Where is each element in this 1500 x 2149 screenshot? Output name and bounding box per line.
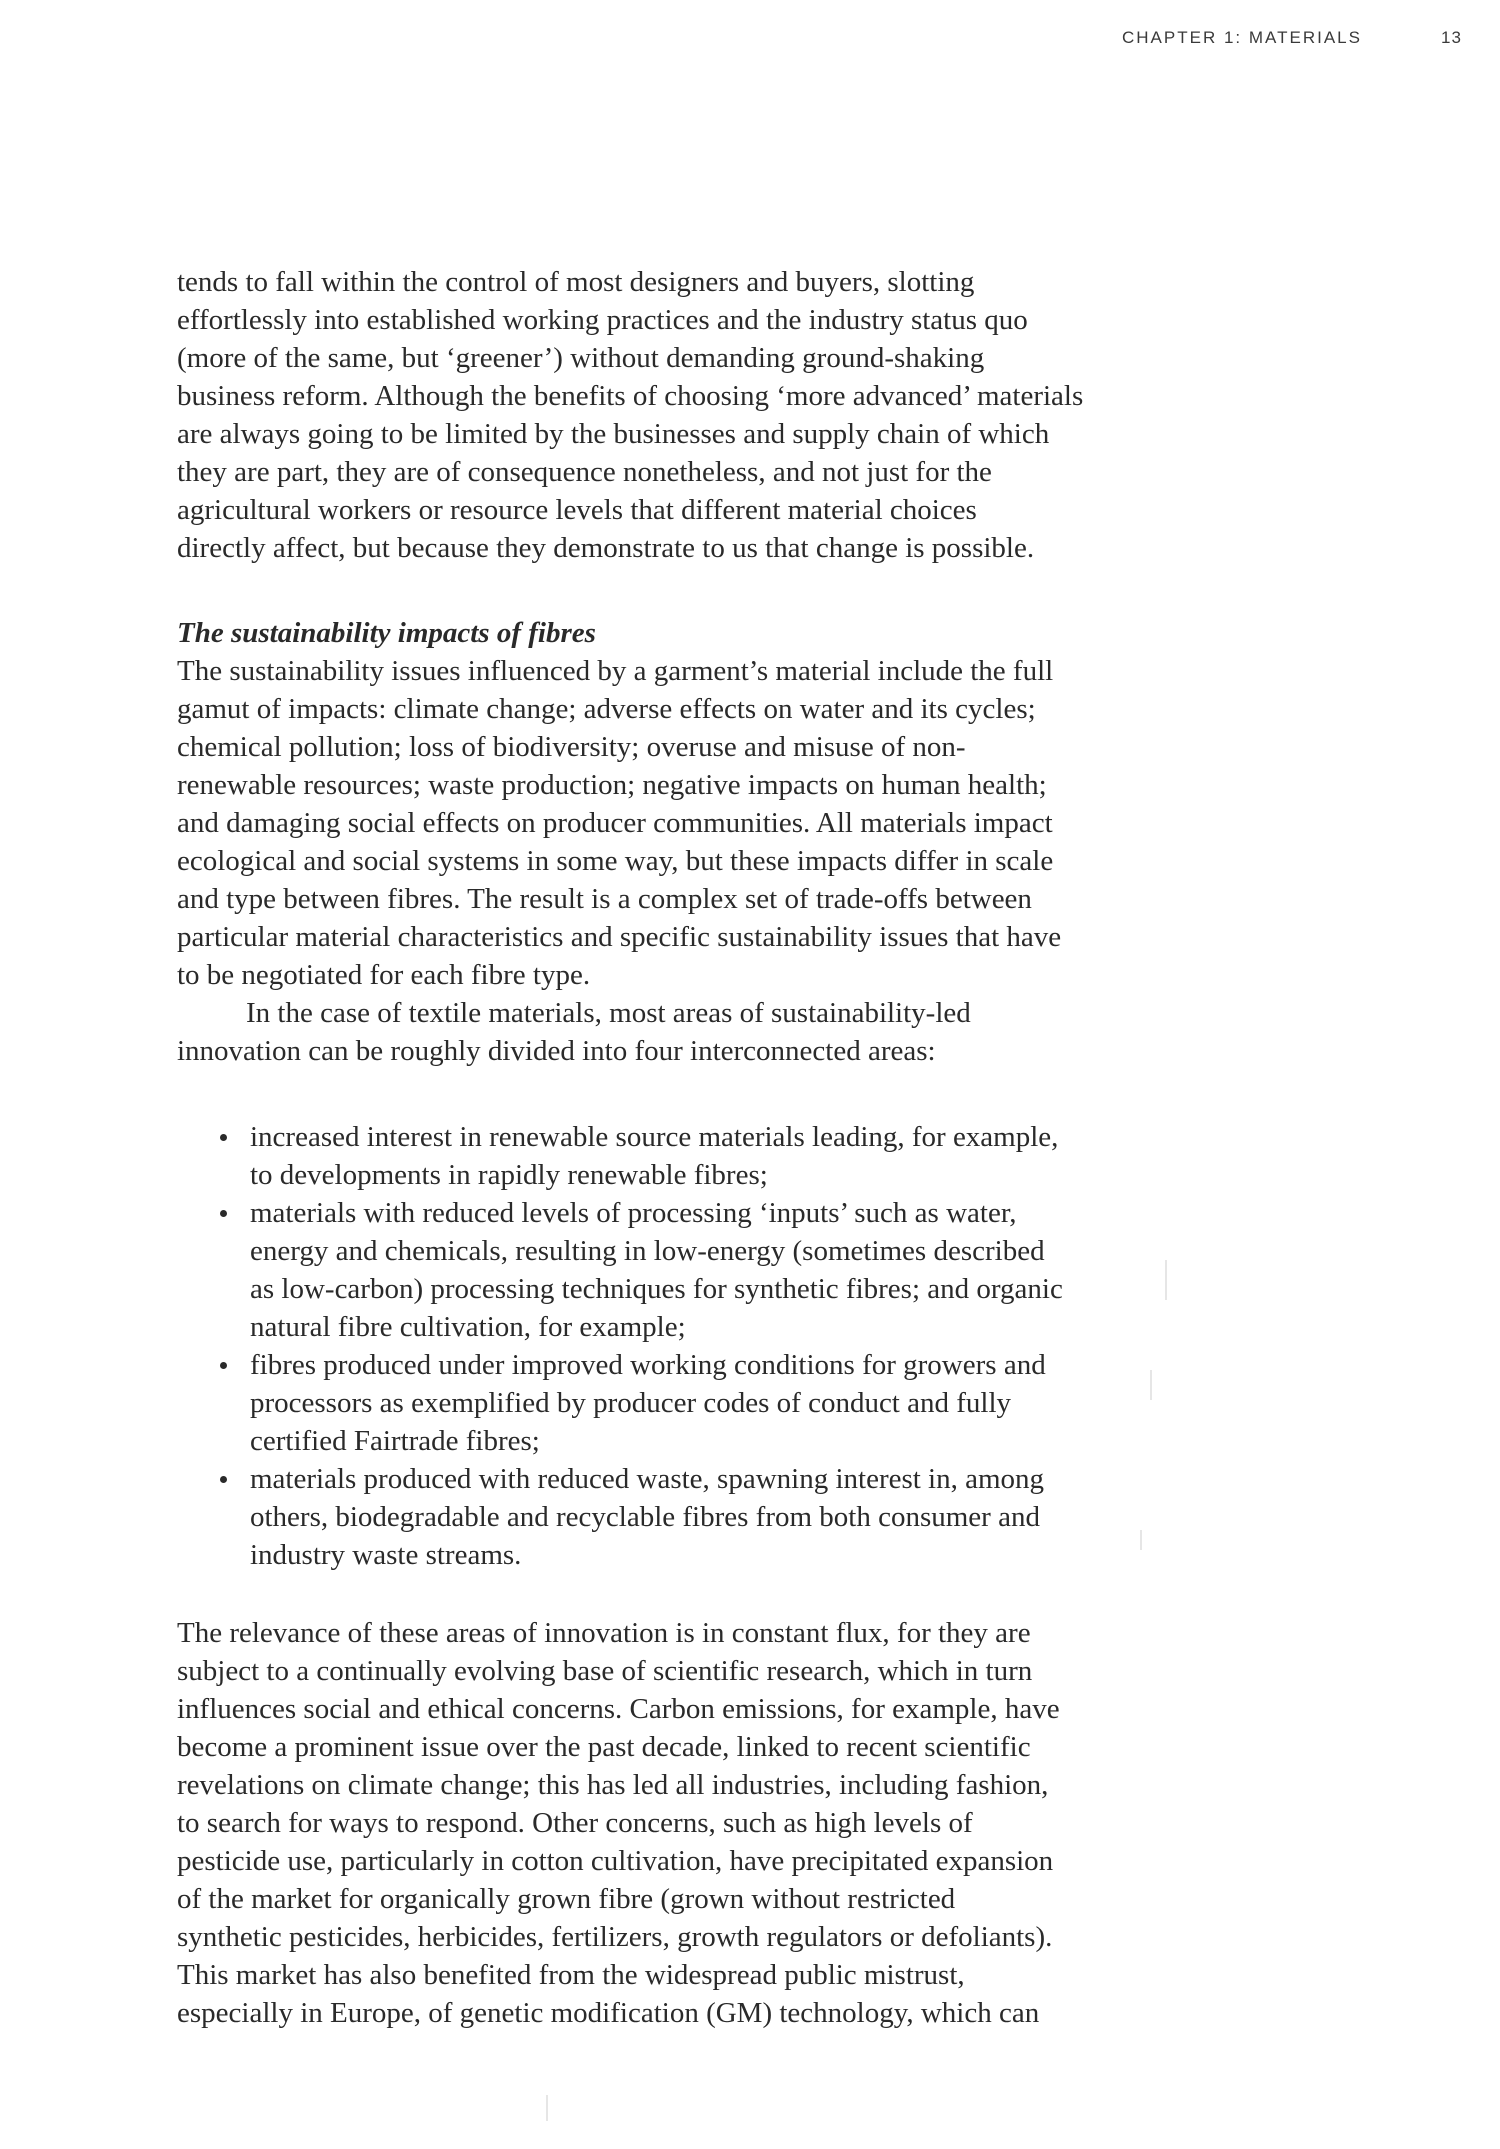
section-sustainability-impacts xyxy=(177,614,1152,1070)
text-line: they are part, they are of consequence nonetheless, and not just for the xyxy=(177,456,992,488)
text-line: increased interest in renewable source materials leading, for example, xyxy=(250,1121,1059,1153)
bullet-icon xyxy=(220,1362,227,1369)
text-line: particular material characteristics and specific sustainability issues that have xyxy=(177,921,1062,953)
text-line: The sustainability issues influenced by a garment’s material include the full xyxy=(177,655,1054,687)
text-line: pesticide use, particularly in cotton cultivation, have precipitated expansion xyxy=(177,1845,1054,1877)
text-line: as low-carbon) processing techniques for synthetic fibres; and organic xyxy=(250,1273,1063,1305)
text-line: materials produced with reduced waste, spawning interest in, among xyxy=(250,1463,1045,1495)
text-line: energy and chemicals, resulting in low-energy (sometimes described xyxy=(250,1235,1045,1267)
text-line: synthetic pesticides, herbicides, fertilizers, growth regulators or defoliants). xyxy=(177,1921,1053,1953)
text-line: influences social and ethical concerns. Carbon emissions, for example, have xyxy=(177,1693,1060,1725)
text-line: innovation can be roughly divided into four interconnected areas: xyxy=(177,1035,936,1067)
text-line: The relevance of these areas of innovation is in constant flux, for they are xyxy=(177,1617,1031,1649)
paragraph-relevance xyxy=(177,1614,1152,2032)
text-line: business reform. Although the benefits of choosing ‘more advanced’ materials xyxy=(177,380,1084,412)
text-line: to search for ways to respond. Other concerns, such as high levels of xyxy=(177,1807,973,1839)
scan-artifact xyxy=(1140,1530,1142,1550)
text-line: processors as exemplified by producer codes of conduct and fully xyxy=(250,1387,1012,1419)
list-item xyxy=(177,1118,1152,1194)
text-line: industry waste streams. xyxy=(250,1539,522,1571)
text-line-indented: In the case of textile materials, most areas of sustainability-led xyxy=(246,997,971,1029)
text-line: materials with reduced levels of processing ‘inputs’ such as water, xyxy=(250,1197,1017,1229)
text-line: of the market for organically grown fibre (grown without restricted xyxy=(177,1883,956,1915)
text-line: natural fibre cultivation, for example; xyxy=(250,1311,686,1343)
intro-paragraph xyxy=(177,263,1152,567)
text-line: become a prominent issue over the past decade, linked to recent scientific xyxy=(177,1731,1031,1763)
bullet-icon xyxy=(220,1476,227,1483)
text-line: to be negotiated for each fibre type. xyxy=(177,959,591,991)
scan-artifact xyxy=(1150,1370,1152,1400)
text-line: and damaging social effects on producer communities. All materials impact xyxy=(177,807,1053,839)
text-line: ecological and social systems in some way, but these impacts differ in scale xyxy=(177,845,1054,877)
page-number: 13 xyxy=(1441,28,1462,47)
running-head: CHAPTER 1: MATERIALS xyxy=(1122,28,1362,47)
bullet-icon xyxy=(220,1210,227,1217)
text-line: others, biodegradable and recyclable fibres from both consumer and xyxy=(250,1501,1040,1533)
text-line: effortlessly into established working practices and the industry status quo xyxy=(177,304,1028,336)
text-line: This market has also benefited from the widespread public mistrust, xyxy=(177,1959,965,1991)
innovation-areas-list xyxy=(177,1118,1152,1574)
text-line: subject to a continually evolving base of scientific research, which in turn xyxy=(177,1655,1033,1687)
scan-artifact xyxy=(546,2095,548,2121)
section-heading: The sustainability impacts of fibres xyxy=(177,617,596,649)
text-line: certified Fairtrade fibres; xyxy=(250,1425,540,1457)
scan-artifact xyxy=(1165,1260,1167,1300)
text-line: gamut of impacts: climate change; adverse effects on water and its cycles; xyxy=(177,693,1036,725)
text-line: chemical pollution; loss of biodiversity; overuse and misuse of non- xyxy=(177,731,966,763)
text-line: agricultural workers or resource levels that different material choices xyxy=(177,494,977,526)
text-line: directly affect, but because they demonstrate to us that change is possible. xyxy=(177,532,1035,564)
text-line: tends to fall within the control of most designers and buyers, slotting xyxy=(177,266,975,298)
text-line: to developments in rapidly renewable fibres; xyxy=(250,1159,768,1191)
text-line: especially in Europe, of genetic modification (GM) technology, which can xyxy=(177,1997,1040,2029)
text-line: are always going to be limited by the businesses and supply chain of which xyxy=(177,418,1050,450)
text-line: renewable resources; waste production; negative impacts on human health; xyxy=(177,769,1047,801)
list-item xyxy=(177,1346,1152,1460)
list-item xyxy=(177,1194,1152,1346)
text-line: revelations on climate change; this has led all industries, including fashion, xyxy=(177,1769,1049,1801)
list-item xyxy=(177,1460,1152,1574)
bullet-icon xyxy=(220,1134,227,1141)
text-line: and type between fibres. The result is a complex set of trade-offs between xyxy=(177,883,1032,915)
text-line: fibres produced under improved working conditions for growers and xyxy=(250,1349,1046,1381)
text-line: (more of the same, but ‘greener’) without demanding ground-shaking xyxy=(177,342,985,374)
